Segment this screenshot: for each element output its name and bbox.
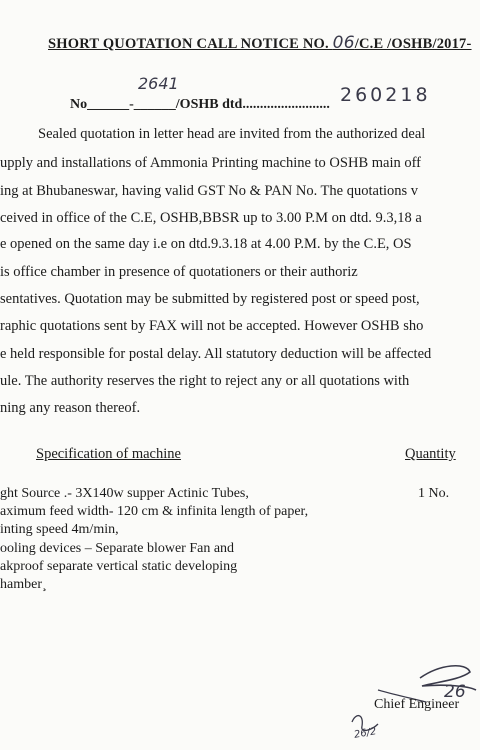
body-line: ing at Bhubaneswar, having valid GST No & PAN No. The quotations v <box>0 183 419 199</box>
spec-line: hamber¸ <box>0 577 47 592</box>
body-line: Sealed quotation in letter head are invited from the authorized deal <box>38 126 426 142</box>
quantity-header: Quantity <box>405 446 456 462</box>
body-line: e opened on the same day i.e on dtd.9.3.18 at 4.00 P.M. by the C.E, OS <box>0 236 412 252</box>
reference-date-handwritten: 260218 <box>340 84 431 106</box>
body-line: upply and installations of Ammonia Printing machine to OSHB main off <box>0 155 422 171</box>
notice-number-handwritten: 06 <box>332 33 355 53</box>
body-line: ceived in office of the C.E, OSHB,BBSR up to 3.00 P.M on dtd. 9.3,18 a <box>0 210 422 226</box>
body-line: ule. The authority reserves the right to reject any or all quotations with <box>0 373 410 389</box>
title-suffix: /C.E /OSHB/2017- <box>354 36 472 52</box>
spec-line: aximum feed width- 120 cm & infinita length of paper, <box>0 504 309 519</box>
spec-line: inting speed 4m/min, <box>0 522 119 537</box>
spec-header: Specification of machine <box>36 446 181 462</box>
reference-mid-label: /OSHB dtd......................... <box>175 97 330 112</box>
reference-no-blank: ______-______ <box>87 97 176 112</box>
spec-line: ooling devices – Separate blower Fan and <box>0 541 235 556</box>
quantity-value: 1 No. <box>418 486 450 501</box>
body-line: is office chamber in presence of quotationers or their authoriz <box>0 264 358 280</box>
body-line: ning any reason thereof. <box>0 400 141 416</box>
body-line: e held responsible for postal delay. All statutory deduction will be affected <box>0 346 432 362</box>
reference-number-handwritten: 2641 <box>138 74 179 93</box>
body-line: sentatives. Quotation may be submitted by registered post or speed post, <box>0 291 420 307</box>
reference-no-label: No <box>70 97 88 112</box>
title-prefix: SHORT QUOTATION CALL NOTICE NO. <box>48 36 333 52</box>
signature-date-handwritten: 26 <box>444 682 466 702</box>
spec-line: ght Source .- 3X140w supper Actinic Tubes, <box>0 486 249 501</box>
signatory-designation: Chief Engineer <box>374 697 460 712</box>
initial-date-handwritten: 26/2 <box>353 726 378 741</box>
spec-line: akproof separate vertical static developing <box>0 559 238 574</box>
body-line: raphic quotations sent by FAX will not be accepted. However OSHB sho <box>0 318 424 334</box>
